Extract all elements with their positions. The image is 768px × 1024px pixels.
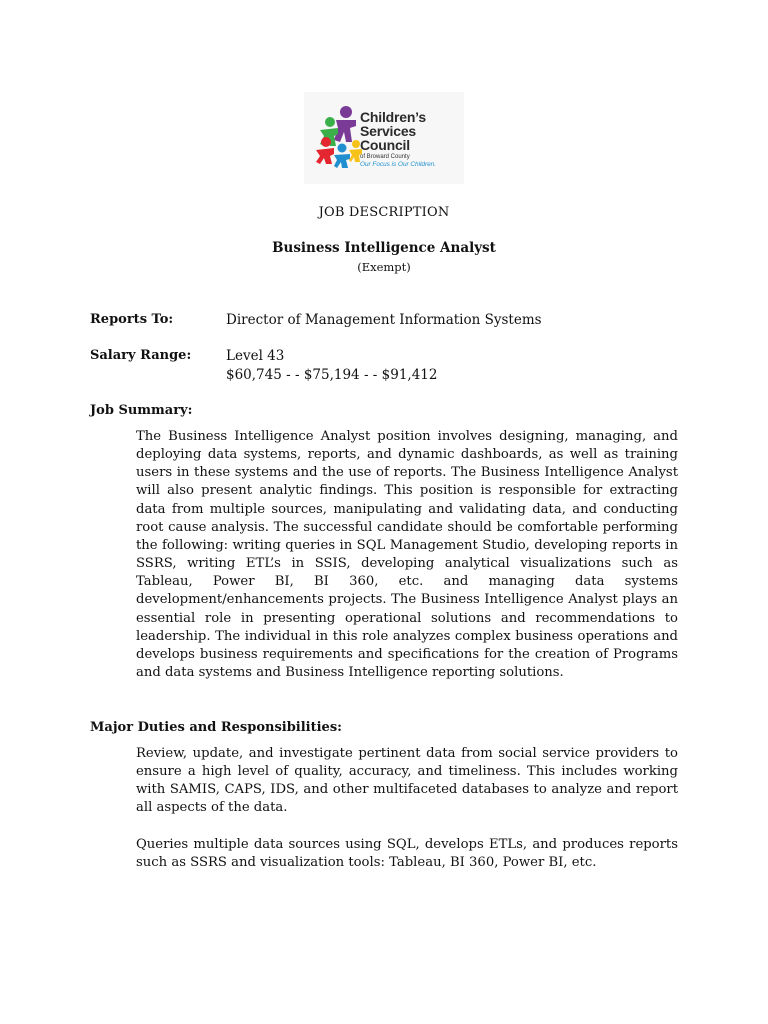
job-summary-text: The Business Intelligence Analyst position involves designing, managing, and deploying data systems, reports, and dynamic dashboards, as well as training users in these systems and the use of reports. The Business Intelligence Analyst will also present analytic findings. This position is responsible for extracting data from multiple sources, manipulating and validating data, and conducting root cause analysis. The successful candidate should be comfortable performing the following: writing queries in SQL Management Studio, developing reports in SSRS, writing ETL’s in SSIS, developing analytical visualizations such as Tableau, Power BI, BI 360, etc. and managing data systems development/enhancements projects. The Business Intelligence Analyst plays an essential role in presenting operational solutions and recommendations to leadership. The individual in this role analyzes complex business operations and develops business requirements and specifications for the creation of Programs and data systems and Business Intelligence reporting solutions. <box>136 429 678 681</box>
job-title: Business Intelligence Analyst <box>272 240 496 256</box>
salary-range-label: Salary Range: <box>90 348 192 363</box>
major-duties-heading: Major Duties and Responsibilities: <box>90 720 342 735</box>
reports-to-label: Reports To: <box>90 312 174 327</box>
organization-logo <box>304 92 464 184</box>
reports-to-value: Director of Management Information Systems <box>226 312 542 328</box>
logo-wordmark <box>360 110 436 169</box>
salary-level: Level 43 <box>226 348 285 364</box>
logo-line-2: Services <box>360 123 417 139</box>
logo-line-1: Children’s <box>360 109 426 125</box>
logo-subline: of Broward County <box>360 154 410 160</box>
logo-line-3: Council <box>360 137 410 153</box>
job-summary-heading: Job Summary: <box>90 403 193 418</box>
duty-item: Queries multiple data sources using SQL, develops ETLs, and produces reports such as SSRS and visualization tools: Tableau, BI 360, Power BI, etc. <box>136 837 678 871</box>
logo-tagline: Our Focus is Our Children. <box>360 161 437 168</box>
duty-item: Review, update, and investigate pertinent data from social service providers to ensure a high level of quality, accuracy, and timeliness. This includes working with SAMIS, CAPS, IDS, and other multifaceted databases to analyze and report all aspects of the data. <box>136 746 678 816</box>
exemption-status: (Exempt) <box>357 260 411 274</box>
salary-amounts: $60,745 - - $75,194 - - $91,412 <box>226 367 438 383</box>
children-figures-logo-icon <box>312 100 362 170</box>
document-type-heading: JOB DESCRIPTION <box>318 205 450 220</box>
